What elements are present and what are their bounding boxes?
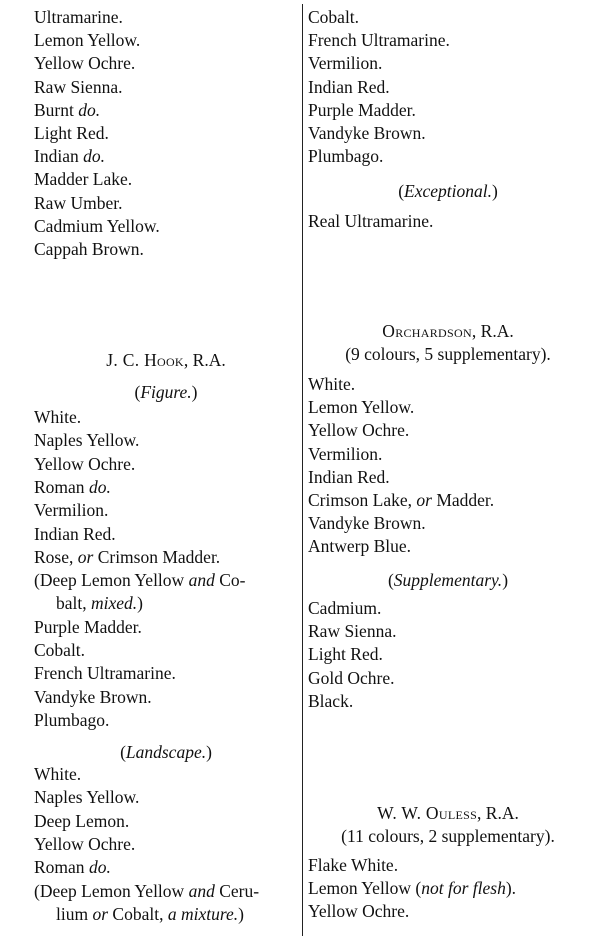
ouless-heading xyxy=(308,802,588,825)
colour-item: Vandyke Brown. xyxy=(308,123,426,143)
colour-item: Vandyke Brown. xyxy=(34,686,152,707)
colour-item: Lemon Yellow. xyxy=(34,30,141,51)
landscape-heading: (Landscape.) xyxy=(120,742,212,762)
colour-item: Vermilion. xyxy=(308,443,383,464)
colour-item: White. xyxy=(308,374,356,394)
colour-item: Naples Yellow. xyxy=(34,787,140,808)
colour-item: Cobalt. xyxy=(34,640,86,660)
colour-item: Yellow Ochre. xyxy=(308,420,410,441)
colour-item: Indian Red. xyxy=(308,466,390,487)
colour-item: Purple Madder. xyxy=(308,99,416,120)
colour-item: Rose, or Crimson Madder. xyxy=(34,546,221,567)
colour-item: Indian Red. xyxy=(308,76,390,97)
colour-item: French Ultramarine. xyxy=(308,30,450,51)
colour-item: Yellow Ochre. xyxy=(34,453,136,474)
colour-item: Light Red. xyxy=(308,644,383,665)
colour-item: balt, mixed.) xyxy=(56,593,143,614)
colour-item: Antwerp Blue. xyxy=(308,536,412,557)
colour-item: Raw Umber. xyxy=(34,192,123,213)
colour-item: Lemon Yellow. xyxy=(308,397,415,418)
colour-item: Vermilion. xyxy=(34,500,109,521)
colour-item: Indian Red. xyxy=(34,523,116,544)
colour-item: Cadmium. xyxy=(308,598,382,618)
colour-item: Naples Yellow. xyxy=(34,430,140,451)
colour-item: Plumbago. xyxy=(34,709,110,730)
colour-item: Cappah Brown. xyxy=(34,239,144,259)
colour-item: Cobalt. xyxy=(308,7,360,27)
colour-item: Flake White. xyxy=(308,855,399,875)
artist-title: , R.A. xyxy=(477,803,519,823)
colour-item: Vermilion. xyxy=(308,53,383,74)
colour-item: Vandyke Brown. xyxy=(308,513,426,534)
hook-heading xyxy=(34,349,298,372)
colour-item: Gold Ochre. xyxy=(308,667,395,688)
colour-item: Black. xyxy=(308,690,354,711)
colour-item: White. xyxy=(34,764,82,784)
colour-item: Yellow Ochre. xyxy=(34,833,136,854)
exceptional-heading: (Exceptional.) xyxy=(398,181,498,201)
figure-heading: (Figure.) xyxy=(134,382,198,402)
colour-item: Plumbago. xyxy=(308,146,384,167)
artist-title: , R.A. xyxy=(183,350,226,370)
artist-name: J. C. Hook xyxy=(106,350,184,370)
colour-item: (Deep Lemon Yellow and Co- xyxy=(34,570,246,591)
ouless-note: (11 colours, 2 supplementary). xyxy=(341,826,555,846)
colour-item: Lemon Yellow (not for flesh). xyxy=(308,878,517,899)
colour-item: Real Ultramarine. xyxy=(308,211,434,231)
orchardson-note: (9 colours, 5 supplementary). xyxy=(345,344,551,364)
colour-item: Raw Sienna. xyxy=(34,76,123,97)
colour-item: French Ultramarine. xyxy=(34,663,176,684)
colour-item: Madder Lake. xyxy=(34,169,133,190)
colour-item: Yellow Ochre. xyxy=(308,901,410,922)
artist-title: , R.A. xyxy=(471,321,514,341)
artist-name: W. W. Ouless xyxy=(377,803,478,823)
colour-item: Indian do. xyxy=(34,146,105,167)
supplementary-heading: (Supplementary.) xyxy=(387,570,509,590)
colour-item: Yellow Ochre. xyxy=(34,53,136,74)
colour-item: Light Red. xyxy=(34,123,109,143)
colour-item: Cadmium Yellow. xyxy=(34,215,160,236)
colour-item: Roman do. xyxy=(34,857,111,878)
colour-item: (Deep Lemon Yellow and Ceru- xyxy=(34,880,260,901)
colour-item: Crimson Lake, or Madder. xyxy=(308,490,495,510)
colour-item: Deep Lemon. xyxy=(34,810,130,831)
colour-item: White. xyxy=(34,407,82,427)
colour-item: Roman do. xyxy=(34,476,111,497)
colour-item: lium or Cobalt, a mixture.) xyxy=(56,903,244,924)
artist-name: Orchardson xyxy=(382,321,472,341)
colour-item: Burnt do. xyxy=(34,99,101,120)
colour-item: Purple Madder. xyxy=(34,616,142,637)
column-divider xyxy=(302,4,303,936)
orchardson-heading xyxy=(308,320,588,343)
colour-item: Ultramarine. xyxy=(34,7,123,27)
colour-item: Raw Sienna. xyxy=(308,621,397,642)
